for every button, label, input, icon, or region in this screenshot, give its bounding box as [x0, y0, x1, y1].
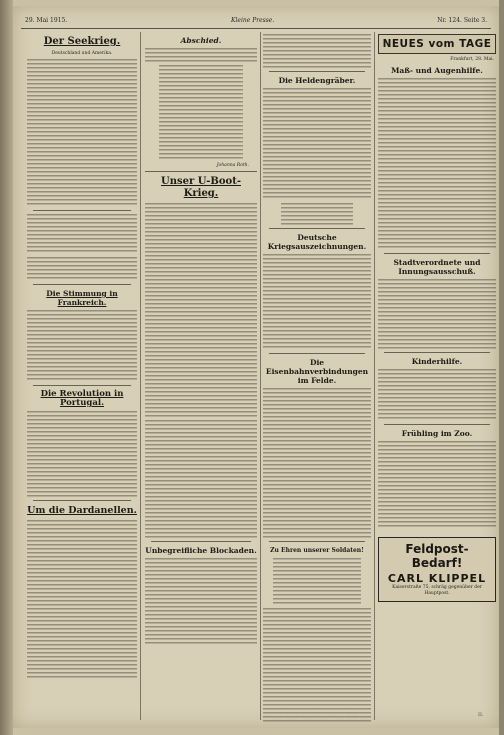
article-heading-augenhilfe: Maß- und Augenhilfe.: [391, 66, 483, 75]
article-heading-kinderhilfe: Kinderhilfe.: [411, 357, 463, 366]
article-heading-revolution: Die Revolution in Portugal.: [40, 389, 124, 408]
article-heading-heldengraeber: Die Heldengräber.: [278, 76, 356, 85]
article-body-text: [27, 257, 137, 281]
divider: [145, 171, 257, 172]
issue-number: Nr. 124. Seite 3.: [437, 17, 487, 24]
article-body-text: [263, 608, 371, 722]
column-2: [145, 32, 257, 722]
section-masthead: NEUES vom TAGE: [378, 34, 496, 54]
article-body-text: [27, 214, 137, 254]
article-body-text: [145, 203, 257, 417]
verse-block: [281, 203, 353, 225]
article-heading-stimmung: Die Stimmung in Frankreich.: [46, 289, 118, 307]
column-rule-1: [140, 32, 141, 720]
article-heading-stadtverordnete: Stadtverordnete und Innungsausschuß.: [393, 258, 481, 276]
column-rule-3: [374, 32, 375, 720]
poem-heading-abschied: Abschied.: [180, 36, 222, 45]
divider: [384, 253, 490, 254]
ad-address: Kaiserstraße 75, schräg gegenüber der Hauptpost.: [392, 585, 482, 596]
list-block: [273, 558, 361, 606]
article-heading-blockaden: Unbegreifliche Blockaden.: [145, 546, 257, 555]
poem-verses: [159, 65, 243, 161]
divider: [269, 71, 365, 72]
divider: [33, 385, 131, 386]
article-body-text: [263, 254, 371, 350]
page-edge-left: [0, 0, 13, 735]
top-rule: [21, 28, 491, 29]
divider: [384, 352, 490, 353]
article-subheading: Deutschland und Amerika.: [51, 51, 113, 56]
article-body-text: [378, 369, 496, 421]
poem-intro-text: [145, 48, 257, 62]
article-body-text: [27, 310, 137, 382]
poem-signature: Johanna Roth.: [216, 163, 249, 168]
ad-company-name: CARL KLIPPEL: [387, 572, 487, 585]
article-body-text: [27, 520, 137, 680]
page-date: 29. Mai 1915.: [25, 17, 68, 24]
article-heading-zoo: Frühling im Zoo.: [401, 429, 473, 438]
footer-mark: II.: [478, 712, 484, 718]
paper-name: Kleine Presse.: [231, 17, 275, 24]
article-body-text: [145, 558, 257, 646]
article-heading-eisenbahn: Die Eisenbahnverbindungen im Felde.: [265, 358, 369, 385]
divider: [269, 228, 365, 229]
column-1: [27, 32, 137, 722]
divider: [384, 424, 490, 425]
page-edge-right: [499, 0, 504, 735]
column-3: [263, 32, 371, 722]
article-heading-uboot: Unser U-Boot-Krieg.: [161, 176, 241, 199]
ad-title: Feldpost-Bedarf!: [405, 542, 469, 570]
column-4: [378, 32, 496, 722]
article-heading-kriegsauszeichnungen: Deutsche Kriegsauszeichnungen.: [267, 233, 367, 251]
article-body-text: [378, 279, 496, 349]
advertisement-box: [378, 537, 496, 602]
article-body-text: [263, 34, 371, 68]
article-heading-dardanellen: Um die Dardanellen.: [27, 505, 137, 516]
divider: [269, 541, 365, 542]
divider: [33, 284, 131, 285]
running-head: [21, 16, 491, 26]
divider: [33, 500, 131, 501]
article-body-text: [27, 411, 137, 497]
divider: [269, 353, 365, 354]
article-body-text: [145, 420, 257, 538]
article-body-text: [27, 59, 137, 207]
dateline: Frankfurt, 28. Mai.: [450, 57, 494, 62]
article-body-text: [378, 441, 496, 527]
article-body-text: [263, 88, 371, 200]
article-heading-soldaten: Zu Ehren unserer Soldaten!: [270, 547, 364, 554]
column-rule-2: [260, 32, 261, 720]
article-heading-seekrieg: Der Seekrieg.: [43, 36, 121, 47]
article-body-text: [263, 388, 371, 538]
article-body-text: [378, 78, 496, 250]
divider: [33, 210, 131, 211]
divider: [151, 541, 251, 542]
newspaper-page: [13, 6, 499, 728]
